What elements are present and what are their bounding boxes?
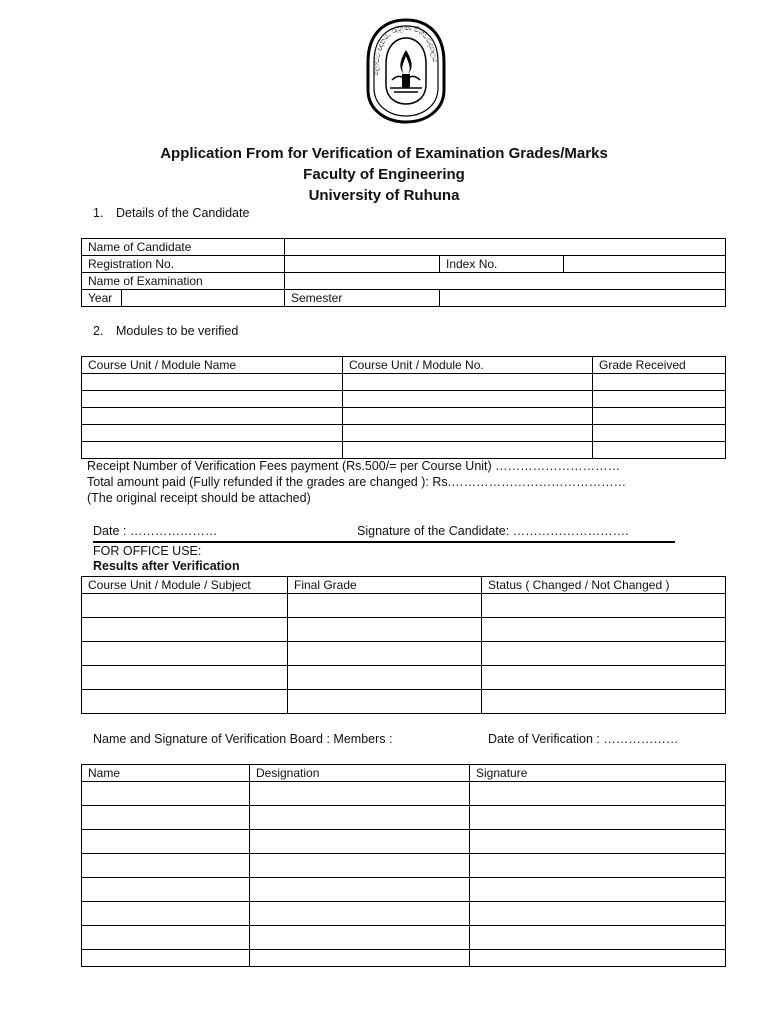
table-row [82, 830, 726, 854]
member-name-cell[interactable] [82, 926, 250, 950]
module-name-cell[interactable] [82, 374, 343, 391]
table-row [82, 642, 726, 666]
candidate-details-table [81, 238, 726, 307]
module-name-header: Course Unit / Module Name [82, 357, 343, 374]
module-name-cell[interactable] [82, 442, 343, 459]
member-designation-cell[interactable] [250, 926, 470, 950]
subject-header: Course Unit / Module / Subject [82, 577, 288, 594]
table-row [82, 618, 726, 642]
document-title: Application From for Verification of Examination Grades/Marks [160, 145, 608, 162]
final-grade-header: Final Grade [288, 577, 482, 594]
table-row [82, 926, 726, 950]
module-no-cell[interactable] [343, 442, 593, 459]
subject-cell[interactable] [82, 594, 288, 618]
module-no-cell[interactable] [343, 425, 593, 442]
date-of-verification-label: Date of Verification : ……………… [488, 732, 679, 746]
board-designation-header: Designation [250, 765, 470, 782]
member-signature-cell[interactable] [470, 782, 726, 806]
status-cell[interactable] [482, 618, 726, 642]
status-cell[interactable] [482, 666, 726, 690]
semester-field[interactable] [440, 290, 726, 307]
member-name-cell[interactable] [82, 806, 250, 830]
name-of-candidate-label: Name of Candidate [82, 239, 285, 256]
member-name-cell[interactable] [82, 950, 250, 967]
member-designation-cell[interactable] [250, 902, 470, 926]
total-amount-line: Total amount paid (Fully refunded if the grades are changed ): Rs.…………………………………… [87, 475, 627, 489]
name-of-candidate-field[interactable] [285, 239, 726, 256]
table-row [82, 690, 726, 714]
registration-no-label: Registration No. [82, 256, 285, 273]
module-no-cell[interactable] [343, 374, 593, 391]
final-grade-cell[interactable] [288, 594, 482, 618]
table-row [82, 666, 726, 690]
subject-cell[interactable] [82, 642, 288, 666]
member-designation-cell[interactable] [250, 830, 470, 854]
table-row [82, 594, 726, 618]
index-no-label: Index No. [440, 256, 564, 273]
table-row [82, 374, 726, 391]
status-header: Status ( Changed / Not Changed ) [482, 577, 726, 594]
board-name-header: Name [82, 765, 250, 782]
table-row [82, 950, 726, 967]
member-signature-cell[interactable] [470, 878, 726, 902]
table-row [82, 425, 726, 442]
grade-received-cell[interactable] [593, 442, 726, 459]
registration-no-field[interactable] [285, 256, 440, 273]
subject-cell[interactable] [82, 618, 288, 642]
grade-received-header: Grade Received [593, 357, 726, 374]
module-name-cell[interactable] [82, 391, 343, 408]
date-line: Date : ………………… [93, 524, 218, 538]
subject-cell[interactable] [82, 666, 288, 690]
module-no-cell[interactable] [343, 408, 593, 425]
final-grade-cell[interactable] [288, 666, 482, 690]
name-of-examination-label: Name of Examination [82, 273, 285, 290]
final-grade-cell[interactable] [288, 618, 482, 642]
member-designation-cell[interactable] [250, 950, 470, 967]
table-row [82, 902, 726, 926]
member-name-cell[interactable] [82, 782, 250, 806]
page-header [0, 143, 768, 206]
member-signature-cell[interactable] [470, 830, 726, 854]
member-signature-cell[interactable] [470, 950, 726, 967]
table-row [82, 391, 726, 408]
member-name-cell[interactable] [82, 878, 250, 902]
member-designation-cell[interactable] [250, 782, 470, 806]
name-of-examination-field[interactable] [285, 273, 726, 290]
module-name-cell[interactable] [82, 408, 343, 425]
university-name: University of Ruhuna [308, 187, 460, 204]
member-signature-cell[interactable] [470, 806, 726, 830]
table-row [82, 408, 726, 425]
modules-table [81, 356, 726, 459]
divider-line [93, 541, 675, 543]
seal-text: ලොවට ඥානය, රුහුණ විශ්වවිද්‍යාලය [371, 23, 440, 76]
university-seal-icon [364, 18, 448, 124]
receipt-note: (The original receipt should be attached) [87, 491, 311, 505]
grade-received-cell[interactable] [593, 391, 726, 408]
verification-board-label: Name and Signature of Verification Board : Members : [93, 732, 393, 746]
grade-received-cell[interactable] [593, 425, 726, 442]
table-row [82, 854, 726, 878]
table-row [82, 782, 726, 806]
module-no-header: Course Unit / Module No. [343, 357, 593, 374]
candidate-signature-line: Signature of the Candidate: ………………………. [357, 524, 629, 538]
results-after-verification-title: Results after Verification [93, 559, 240, 573]
grade-received-cell[interactable] [593, 408, 726, 425]
year-field[interactable] [122, 290, 285, 307]
subject-cell[interactable] [82, 690, 288, 714]
table-row [82, 878, 726, 902]
semester-label: Semester [285, 290, 440, 307]
grade-received-cell[interactable] [593, 374, 726, 391]
member-signature-cell[interactable] [470, 926, 726, 950]
member-designation-cell[interactable] [250, 806, 470, 830]
member-designation-cell[interactable] [250, 854, 470, 878]
verification-board-table [81, 764, 726, 967]
member-signature-cell[interactable] [470, 854, 726, 878]
section-1-heading: 1. Details of the Candidate [93, 206, 250, 220]
status-cell[interactable] [482, 690, 726, 714]
module-name-cell[interactable] [82, 425, 343, 442]
status-cell[interactable] [482, 642, 726, 666]
faculty-name: Faculty of Engineering [303, 166, 465, 183]
table-row [82, 442, 726, 459]
member-name-cell[interactable] [82, 902, 250, 926]
member-name-cell[interactable] [82, 830, 250, 854]
board-signature-header: Signature [470, 765, 726, 782]
receipt-number-line: Receipt Number of Verification Fees payment (Rs.500/= per Course Unit) ………………………… [87, 459, 621, 473]
member-designation-cell[interactable] [250, 878, 470, 902]
status-cell[interactable] [482, 594, 726, 618]
member-signature-cell[interactable] [470, 902, 726, 926]
member-name-cell[interactable] [82, 854, 250, 878]
year-label: Year [82, 290, 122, 307]
final-grade-cell[interactable] [288, 642, 482, 666]
section-2-heading: 2. Modules to be verified [93, 324, 239, 338]
office-use-label: FOR OFFICE USE: [93, 544, 202, 558]
results-table [81, 576, 726, 714]
module-no-cell[interactable] [343, 391, 593, 408]
final-grade-cell[interactable] [288, 690, 482, 714]
index-no-field[interactable] [564, 256, 726, 273]
table-row [82, 806, 726, 830]
